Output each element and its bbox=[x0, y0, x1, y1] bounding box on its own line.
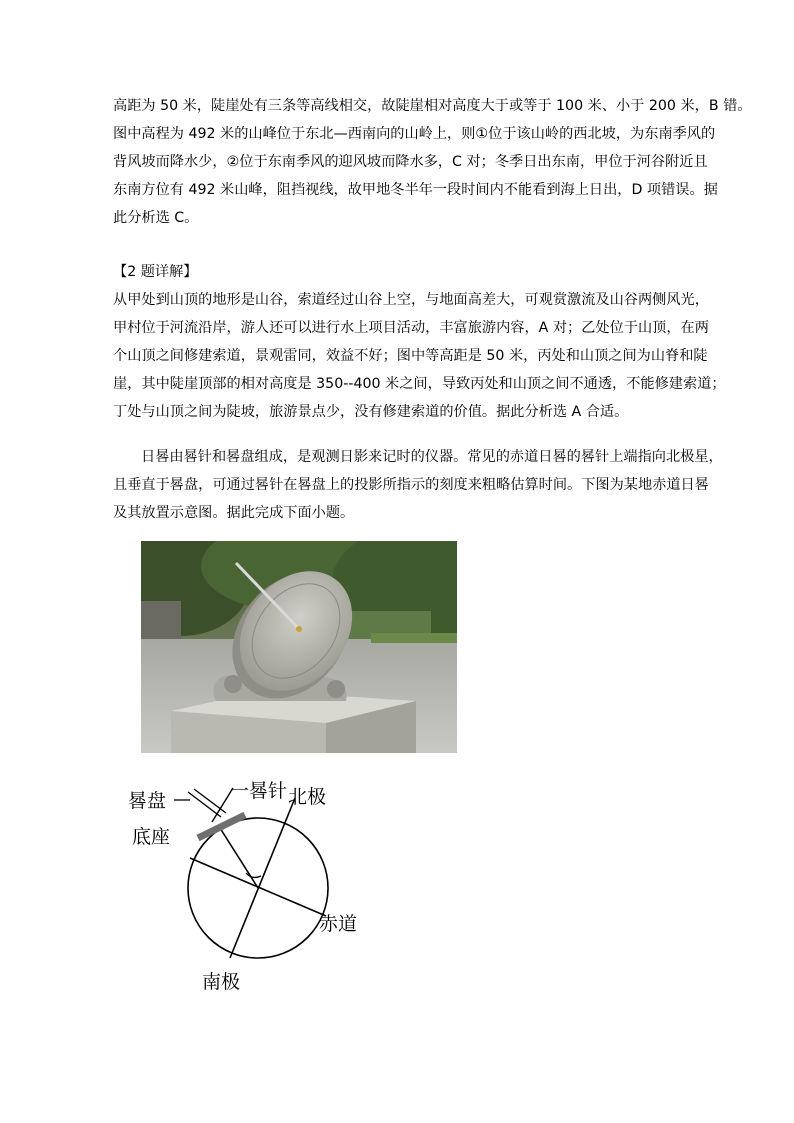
base-bar bbox=[198, 815, 245, 838]
answer-paragraph-2 bbox=[113, 286, 726, 426]
text-line: 图中高程为 492 米的山峰位于东北—西南向的山岭上，则①位于该山岭的西北坡，为东南季风的 bbox=[113, 126, 716, 142]
text-line: 从甲处到山顶的地形是山谷，索道经过山谷上空，与地面高差大，可观赏激流及山谷两侧风光， bbox=[113, 292, 709, 308]
text-line: 个山顶之间修建索道，景观雷同，效益不好；图中等高距是 50 米，丙处和山顶之间为山脊和陡 bbox=[113, 348, 708, 364]
polar-axis bbox=[230, 798, 295, 958]
dial-plate bbox=[188, 792, 221, 817]
text-line: 丁处与山顶之间为陡坡，旅游景点少，没有修建索道的价值。据此分析选 A 合适。 bbox=[113, 404, 629, 420]
sundial-photo bbox=[141, 541, 457, 753]
text-line: 崖，其中陡崖顶部的相对高度是 350--400 米之间，导致丙处和山顶之间不通透，不能修建索道； bbox=[113, 376, 726, 392]
question-stem bbox=[113, 443, 723, 527]
label-equator: 赤道 bbox=[319, 913, 358, 935]
answer-paragraph-1 bbox=[113, 92, 752, 232]
text-line: 及其放置示意图。据此完成下面小题。 bbox=[113, 505, 355, 521]
text-line: 日晷由晷针和晷盘组成，是观测日影来记时的仪器。常见的赤道日晷的晷针上端指向北极星， bbox=[141, 449, 723, 465]
text-line: 甲村位于河流沿岸，游人还可以进行水上项目活动，丰富旅游内容，A 对；乙处位于山顶，在两 bbox=[113, 320, 709, 336]
label-north-pole: 北极 bbox=[288, 786, 327, 808]
heading-text: 【2 题详解】 bbox=[113, 264, 198, 280]
text-line: 高距为 50 米，陡崖处有三条等高线相交，故陡崖相对高度大于或等于 100 米、小于 200 米，B 错。 bbox=[113, 98, 752, 114]
label-dial: 晷盘 bbox=[128, 790, 167, 812]
label-gnomon: 一晷针 bbox=[230, 780, 288, 802]
label-south-pole: 南极 bbox=[202, 971, 241, 993]
text-line: 此分析选 C。 bbox=[113, 210, 199, 226]
text-line: 且垂直于晷盘，可通过晷针在晷盘上的投影所指示的刻度来粗略估算时间。下图为某地赤道日晷 bbox=[113, 477, 709, 493]
text-line: 东南方位有 492 米山峰，阻挡视线，故甲地冬半年一段时间内不能看到海上日出，D 项错误。据 bbox=[113, 182, 718, 198]
label-base: 底座 bbox=[132, 826, 171, 848]
sundial-diagram bbox=[118, 770, 398, 1010]
section-heading bbox=[113, 258, 683, 286]
text-line: 背风坡而降水少，②位于东南季风的迎风坡而降水多，C 对；冬季日出东南，甲位于河谷附近且 bbox=[113, 154, 708, 170]
label-gnomon-text: 晷针 bbox=[249, 780, 288, 802]
